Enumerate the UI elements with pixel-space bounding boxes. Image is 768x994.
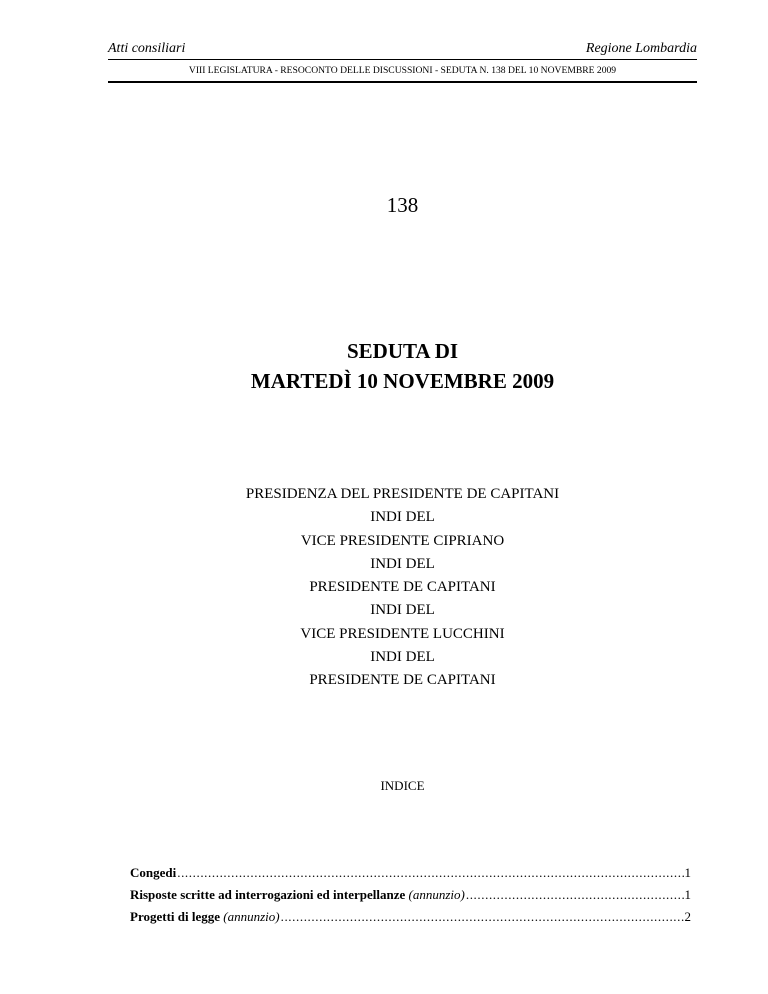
header-right-text: Regione Lombardia	[585, 41, 697, 56]
title-line-2: MARTEDÌ 10 NOVEMBRE 2009	[250, 369, 555, 393]
presidenza-line: PRESIDENTE DE CAPITANI	[309, 579, 496, 596]
presidenza-list	[108, 483, 697, 693]
presidenza-line: INDI DEL	[370, 509, 435, 526]
presidenza-line: INDI DEL	[370, 555, 435, 572]
presidenza-line: INDI DEL	[370, 602, 435, 619]
toc-entry-note: (annunzio)	[408, 887, 465, 902]
header-left-text: Atti consiliari	[108, 41, 186, 56]
header-divider	[108, 59, 697, 60]
toc-entry-title: Progetti di legge	[130, 909, 221, 924]
header-divider-thick	[108, 81, 697, 83]
toc-entry-label	[130, 865, 176, 881]
toc-entry-page: 1	[684, 887, 691, 902]
page-title	[108, 336, 697, 396]
toc-entry-page: 1	[684, 865, 691, 880]
toc-entry-title: Congedi	[130, 865, 177, 880]
toc-entry-progetti-di-legge[interactable]	[130, 909, 691, 931]
toc-leader-dots	[177, 865, 683, 881]
presidenza-line: PRESIDENTE DE CAPITANI	[309, 672, 496, 689]
toc-entry-risposte-scritte[interactable]	[130, 887, 691, 909]
toc-entry-congedi[interactable]	[130, 865, 691, 887]
seduta-number: 138	[386, 193, 419, 217]
header-subtitle: VIII LEGISLATURA - RESOCONTO DELLE DISCUSSIONI - SEDUTA N. 138 DEL 10 NOVEMBRE 2009	[188, 65, 617, 76]
toc-entry-title: Risposte scritte ad interrogazioni ed interpellanze	[130, 887, 406, 902]
presidenza-line: INDI DEL	[370, 649, 435, 666]
presidenza-line: VICE PRESIDENTE LUCCHINI	[300, 625, 505, 642]
presidenza-line: PRESIDENZA DEL PRESIDENTE DE CAPITANI	[245, 486, 560, 502]
toc-entry-label	[130, 909, 280, 925]
toc-entry-label	[130, 887, 465, 903]
toc-entry-page: 2	[684, 909, 691, 924]
toc-leader-dots	[281, 909, 684, 925]
table-of-contents	[130, 865, 691, 931]
presidenza-line: VICE PRESIDENTE CIPRIANO	[300, 532, 505, 549]
toc-leader-dots	[466, 887, 684, 903]
index-heading: INDICE	[380, 778, 425, 793]
title-line-1: SEDUTA DI	[346, 339, 459, 363]
toc-entry-note: (annunzio)	[223, 909, 280, 924]
